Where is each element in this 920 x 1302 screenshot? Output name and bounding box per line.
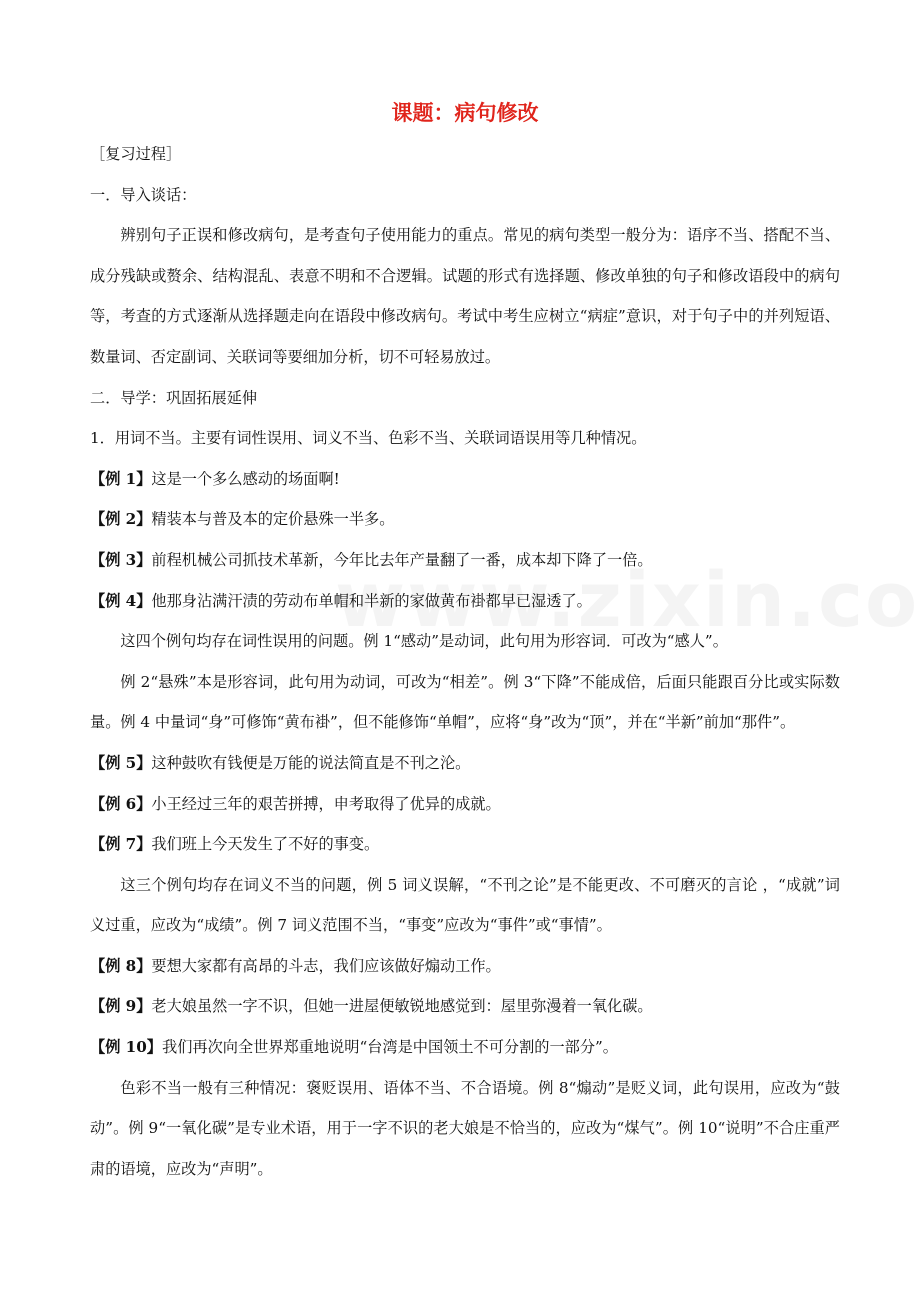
example-8 <box>90 946 840 987</box>
intro-paragraph: 辨别句子正误和修改病句，是考查句子使用能力的重点。常见的病句类型一般分为：语序不当、搭配不当、成分残缺或赘余、结构混乱、表意不明和不合逻辑。试题的形式有选择题、修改单独的句子和修改语段中的病句等，考查的方式逐渐从选择题走向在语段中修改病句。考试中考生应树立“病症”意识，对于句子中的并列短语、数量词、否定副词、关联词等要细加分析，切不可轻易放过。 <box>90 226 840 366</box>
page-title: 课题：病句修改 <box>391 101 539 125</box>
example-tag: 【例 4】 <box>90 591 152 610</box>
analysis-paragraph-2: 例 2“悬殊”本是形容词，此句用为动词，可改为“相差”。例 3“下降”不能成倍，后面只能跟百分比或实际数量。例 4 中量词“身”可修饰“黄布褂”，但不能修饰“单帽”，应将“身”改为“顶”，并在“半新”前加“那件”。 <box>90 672 840 732</box>
example-5 <box>90 743 840 784</box>
analysis-paragraph-4: 色彩不当一般有三种情况：褒贬误用、语体不当、不合语境。例 8“煽动”是贬义词，此句误用，应改为“鼓动”。例 9“一氧化碳”是专业术语，用于一字不识的老大娘是不恰当的，应改为“煤气”。例 10“说明”不合庄重严肃的语境，应改为“声明”。 <box>90 1078 840 1178</box>
document-page <box>90 96 840 1189</box>
example-6 <box>90 784 840 825</box>
example-3 <box>90 540 840 581</box>
example-9 <box>90 986 840 1027</box>
example-text: 这是一个多么感动的场面啊! <box>151 469 340 488</box>
example-tag: 【例 9】 <box>90 997 152 1016</box>
example-text: 前程机械公司抓技术革新，今年比去年产量翻了一番，成本却下降了一倍。 <box>151 550 653 569</box>
example-7 <box>90 824 840 865</box>
example-text: 小王经过三年的艰苦拼搏，申考取得了优异的成就。 <box>151 794 501 813</box>
section-heading-1: 一．导入谈话： <box>90 185 197 204</box>
example-text: 要想大家都有高昂的斗志，我们应该做好煽动工作。 <box>151 956 501 975</box>
example-tag: 【例 2】 <box>90 510 152 529</box>
example-text: 我们再次向全世界郑重地说明“台湾是中国领土不可分割的一部分”。 <box>162 1038 618 1057</box>
example-4 <box>90 581 840 622</box>
example-text: 他那身沾满汗渍的劳动布单帽和半新的家做黄布褂都早已湿透了。 <box>151 591 592 610</box>
section-heading-2: 二．导学：巩固拓展延伸 <box>90 388 258 407</box>
example-tag: 【例 6】 <box>90 794 152 813</box>
review-label: ［复习过程］ <box>90 145 182 163</box>
example-tag: 【例 8】 <box>90 956 152 975</box>
example-text: 精装本与普及本的定价悬殊一半多。 <box>151 510 395 529</box>
example-10 <box>90 1027 840 1068</box>
analysis-paragraph-1: 这四个例句均存在词性误用的问题。例 1“感动”是动词，此句用为形容词．可改为“感人”。 <box>120 632 728 651</box>
example-tag: 【例 1】 <box>90 469 152 488</box>
point-1: 1．用词不当。主要有词性误用、词义不当、色彩不当、关联词语误用等几种情况。 <box>90 429 647 448</box>
example-tag: 【例 7】 <box>90 835 152 854</box>
analysis-paragraph-3: 这三个例句均存在词义不当的问题，例 5 词义误解，“不刊之论”是不能更改、不可磨灭的言论 ，“成就”词义过重，应改为“成绩”。例 7 词义范围不当，“事变”应改为“事件”或“事情”。 <box>90 875 840 935</box>
example-tag: 【例 10】 <box>90 1038 162 1057</box>
example-tag: 【例 3】 <box>90 550 152 569</box>
example-2 <box>90 499 840 540</box>
example-text: 老大娘虽然一字不识，但她一进屋便敏锐地感觉到：屋里弥漫着一氧化碳。 <box>151 997 653 1016</box>
example-tag: 【例 5】 <box>90 753 152 772</box>
example-1 <box>90 459 840 500</box>
example-text: 我们班上今天发生了不好的事变。 <box>151 835 380 854</box>
example-text: 这种鼓吹有钱便是万能的说法简直是不刊之沦。 <box>151 753 471 772</box>
